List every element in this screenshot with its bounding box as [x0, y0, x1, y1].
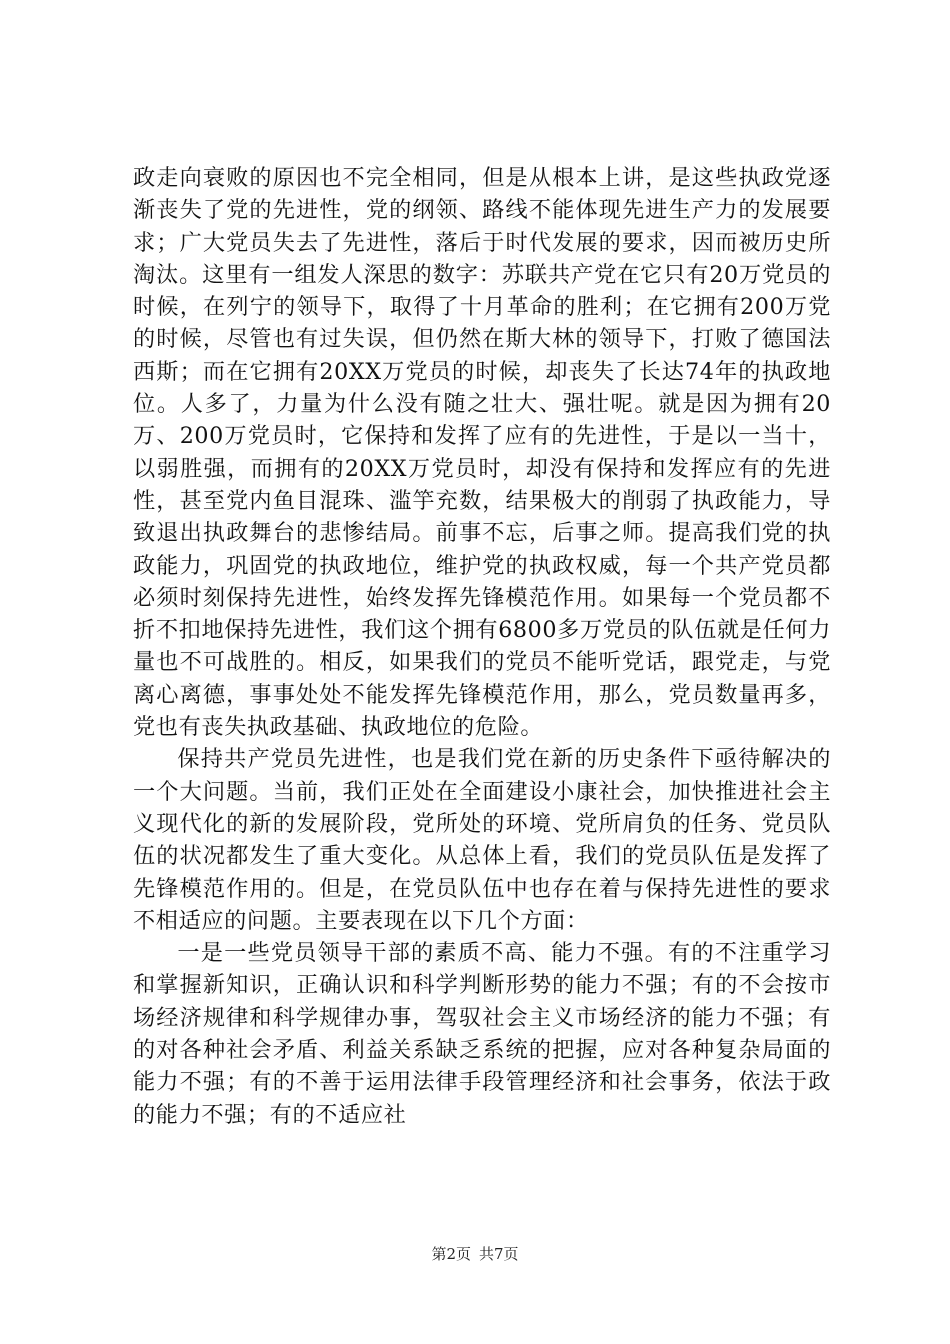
paragraph-continuation: 政走向衰败的原因也不完全相同，但是从根本上讲，是这些执政党逐渐丧失了党的先进性，党的纲领、路线不能体现先进生产力的发展要求；广大党员失去了先进性，落后于时代发展的要求，因而被历史所淘汰。这里有一组发人深思的数字：苏联共产党在它只有20万党员的时候，在列宁的领导下，取得了十月革命的胜利；在它拥有200万党的时候，尽管也有过失误，但仍然在斯大林的领导下，打败了德国法西斯；而在它拥有20XX万党员的时候，却丧失了长达74年的执政地位。人多了，力量为什么没有随之壮大、强壮呢。就是因为拥有20万、200万党员时，它保持和发挥了应有的先进性，于是以一当十，以弱胜强，而拥有的20XX万党员时，却没有保持和发挥应有的先进性，甚至党内鱼目混珠、滥竽充数，结果极大的削弱了执政能力，导致退出执政舞台的悲惨结局。前事不忘，后事之师。提高我们党的执政能力，巩固党的执政地位，维护党的执政权威，每一个共产党员都必须时刻保持先进性，始终发挥先锋模范作用。如果每一个党员都不折不扣地保持先进性，我们这个拥有6800多万党员的队伍就是任何力量也不可战胜的。相反，如果我们的党员不能听党话，跟党走，与党离心离德，事事处处不能发挥先锋模范作用，那么，党员数量再多，党也有丧失执政基础、执政地位的危险。 [133, 165, 831, 741]
paragraph-advancedness-issue: 保持共产党员先进性，也是我们党在新的历史条件下亟待解决的一个大问题。当前，我们正处在全面建设小康社会，加快推进社会主义现代化的新的发展阶段，党所处的环境、党所肩负的任务、党员队伍的状况都发生了重大变化。从总体上看，我们的党员队伍是发挥了先锋模范作用的。但是，在党员队伍中也存在着与保持先进性的要求不相适应的问题。主要表现在以下几个方面： [133, 746, 831, 934]
paragraph-point-one: 一是一些党员领导干部的素质不高、能力不强。有的不注重学习和掌握新知识，正确认识和科学判断形势的能力不强；有的不会按市场经济规律和科学规律办事，驾驭社会主义市场经济的能力不强；有的对各种社会矛盾、利益关系缺乏系统的把握，应对各种复杂局面的能力不强；有的不善于运用法律手段管理经济和社会事务，依法于政的能力不强；有的不适应社 [133, 940, 831, 1128]
page-number: 第2页 [431, 1245, 471, 1263]
page-total: 共7页 [479, 1245, 519, 1263]
page-footer [0, 1244, 950, 1264]
document-body [133, 162, 831, 1131]
